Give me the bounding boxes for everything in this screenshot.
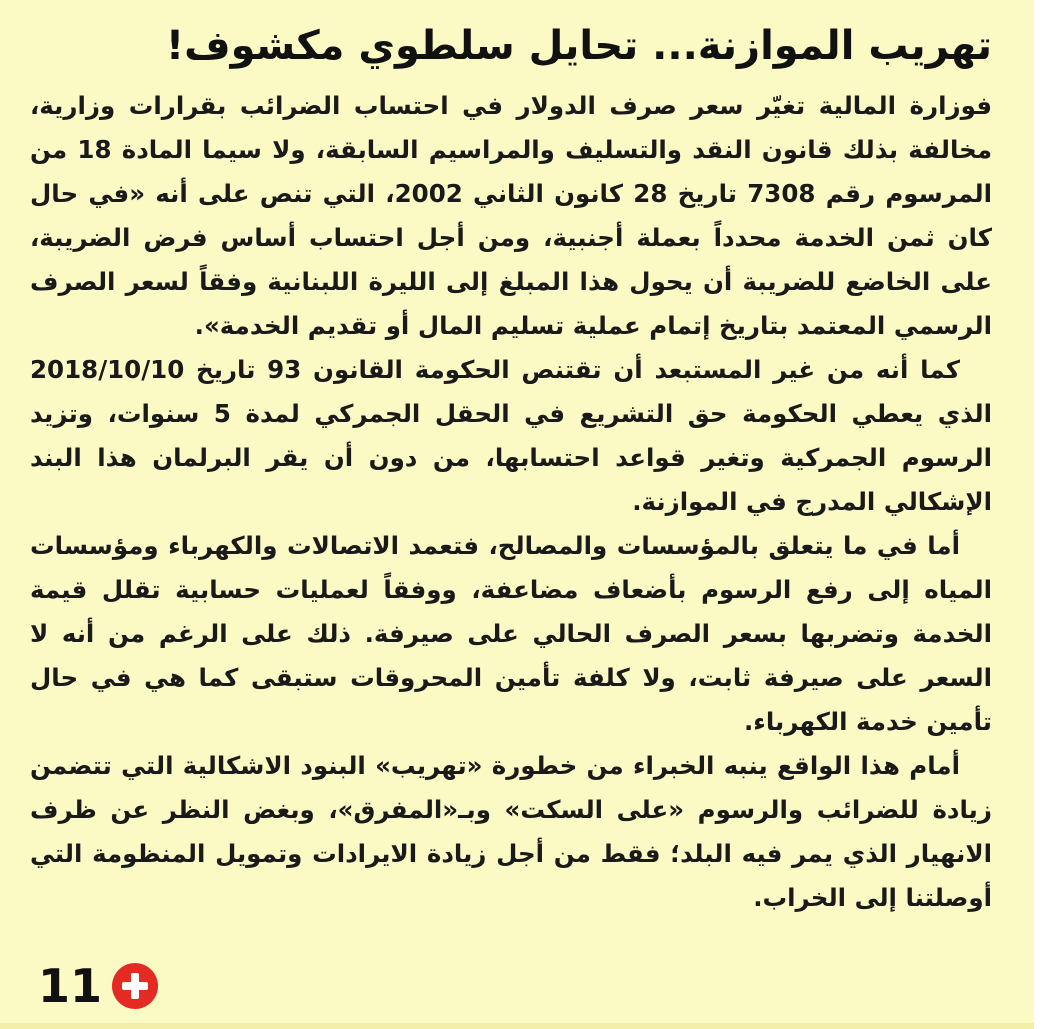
- page-edge: [1034, 0, 1054, 1029]
- page-number: 11: [38, 959, 103, 1013]
- headline: تهريب الموازنة... تحايل سلطوي مكشوف!: [165, 23, 992, 69]
- plus-icon: [112, 963, 158, 1009]
- paragraph-4: أمام هذا الواقع ينبه الخبراء من خطورة «تهريب» البنود الاشكالية التي تتضمن زيادة للضرائب والرسوم «على السكت» وبـ«المفرق»، وبغض النظر عن ظرف الانهيار الذي يمر فيه البلد؛ فقط من أجل زيادة الايرادات وتمويل المنظومة التي أوصلتنا إلى الخراب.: [30, 751, 992, 912]
- paragraph-2: كما أنه من غير المستبعد أن تقتنص الحكومة القانون 93 تاريخ 2018/10/10 الذي يعطي الحكومة حق التشريع في الحقل الجمركي لمدة 5 سنوات، وتزيد الرسوم الجمركية وتغير قواعد احتسابها، من دون أن يقر البرلمان هذا البند الإشكالي المدرج في الموازنة.: [30, 355, 992, 516]
- bottom-strip: [0, 1023, 1034, 1029]
- page-badge: [38, 958, 158, 1014]
- paragraph-1: فوزارة المالية تغيّر سعر صرف الدولار في احتساب الضرائب بقرارات وزارية، مخالفة بذلك قانون النقد والتسليف والمراسيم السابقة، ولا سيما المادة 18 من المرسوم رقم 7308 تاريخ 28 كانون الثاني 2002، التي تنص على أنه «في حال كان ثمن الخدمة محدداً بعملة أجنبية، ومن أجل احتساب أساس فرض الضريبة، على الخاضع للضريبة أن يحول هذا المبلغ إلى الليرة اللبنانية وفقاً لسعر الصرف الرسمي المعتمد بتاريخ إتمام عملية تسليم المال أو تقديم الخدمة».: [30, 91, 993, 340]
- article: [30, 14, 992, 920]
- paragraph-3: أما في ما يتعلق بالمؤسسات والمصالح، فتعمد الاتصالات والكهرباء ومؤسسات المياه إلى رفع الرسوم بأضعاف مضاعفة، ووفقاً لعمليات حسابية تقلل قيمة الخدمة وتضربها بسعر الصرف الحالي على صيرفة. ذلك على الرغم من أنه لا السعر على صيرفة ثابت، ولا كلفة تأمين المحروقات ستبقى كما هي في حال تأمين خدمة الكهرباء.: [30, 531, 992, 736]
